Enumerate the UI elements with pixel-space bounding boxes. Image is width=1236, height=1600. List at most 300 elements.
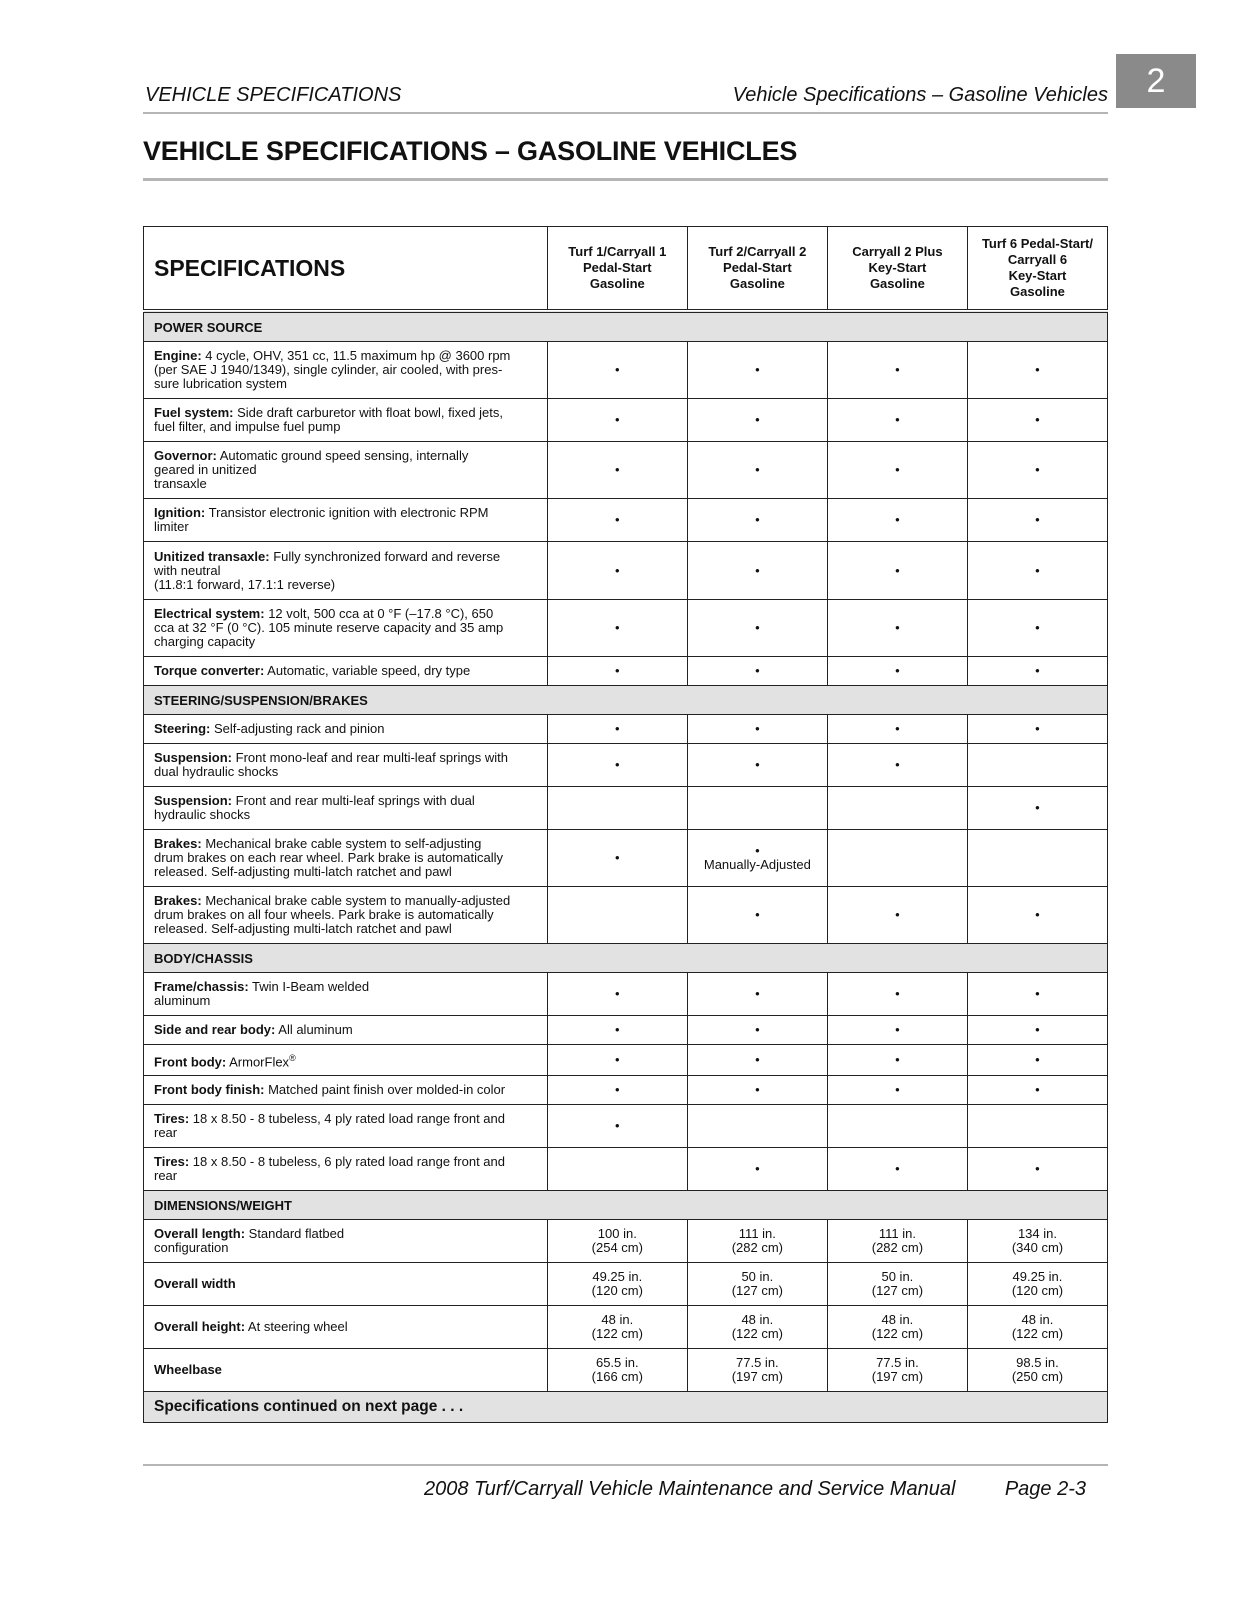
spec-value-cell [827,1105,967,1148]
bullet-mark: • [615,986,620,1001]
spec-value-cell [827,657,967,686]
spec-value-cell [827,542,967,600]
spec-description [144,715,548,744]
spec-value-cell [967,442,1107,499]
spec-label: Side and rear body: [154,1022,276,1037]
spec-value-cell [827,887,967,944]
spec-value-cell [967,1016,1107,1045]
bullet-mark: • [895,907,900,922]
column-header-line: Carryall 2 Plus [852,244,943,259]
spec-label: Governor: [154,448,217,463]
spec-value-cell [827,600,967,657]
spec-label: Engine: [154,348,202,363]
column-header-line: Gasoline [589,276,645,291]
spec-value-cell [547,715,687,744]
table-row [144,830,1108,887]
running-header-right: Vehicle Specifications – Gasoline Vehicles [732,84,1108,106]
bullet-mark: • [895,757,900,772]
spec-value-cell [967,1105,1107,1148]
spec-value: 48 in. [1021,1312,1054,1327]
bullet-mark: • [1035,620,1040,635]
spec-value-cell [687,1076,827,1105]
spec-text: 18 x 8.50 - 8 tubeless, 4 ply rated load range front and [189,1111,505,1126]
bullet-mark: • [1035,1052,1040,1067]
spec-value: (197 cm) [731,1369,783,1384]
spec-text: Standard flatbed [245,1226,345,1241]
spec-value-cell [547,442,687,499]
spec-value-cell [967,830,1107,887]
spec-value: (122 cm) [1011,1326,1064,1341]
bullet-mark: • [615,1118,620,1133]
table-row [144,542,1108,600]
bullet-mark: • [895,412,900,427]
bullet-mark: • [755,462,760,477]
spec-value-cell [547,830,687,887]
spec-description [144,887,548,944]
spec-value-cell [827,1349,967,1392]
spec-value: (197 cm) [871,1369,924,1384]
spec-value-cell [547,542,687,600]
spec-text: aluminum [154,993,211,1008]
page-title: VEHICLE SPECIFICATIONS – GASOLINE VEHICLES [143,136,798,166]
spec-value: (250 cm) [1011,1369,1064,1384]
column-header-line: Key-Start [868,260,927,275]
bullet-mark: • [1035,907,1040,922]
section-header-row [144,1191,1108,1220]
spec-value-cell [547,399,687,442]
spec-label: Unitized transaxle: [154,548,270,564]
spec-description [144,830,548,887]
bullet-mark: • [1035,562,1040,578]
spec-value: 77.5 in. [736,1355,779,1370]
bullet-mark: • [615,1052,620,1067]
spec-text: rear [154,1125,178,1140]
spec-value: 50 in. [881,1269,914,1284]
spec-text: 12 volt, 500 cca at 0 °F (–17.8 °C), 650 [264,606,494,621]
bullet-mark: • [895,462,900,477]
spec-label: Wheelbase [154,1362,222,1377]
continued-row [144,1392,1108,1423]
spec-value: (166 cm) [591,1369,643,1384]
spec-value-cell [687,399,827,442]
spec-text: Automatic, variable speed, dry type [264,663,471,678]
spec-label: Suspension: [154,750,233,765]
bullet-mark: • [755,663,760,678]
spec-label: Brakes: [154,893,202,908]
spec-text: Self-adjusting rack and pinion [210,721,385,736]
spec-label: Steering: [154,721,211,736]
spec-description [144,657,548,686]
bullet-mark: • [615,1022,620,1037]
section-header-row [144,944,1108,973]
spec-text: Transistor electronic ignition with electronic RPM [205,505,489,520]
column-header [967,227,1107,312]
spec-description [144,1105,548,1148]
spec-label: Torque converter: [154,663,265,678]
bullet-mark: • [1035,412,1040,427]
spec-text: (11.8:1 forward, 17.1:1 reverse) [154,576,336,592]
spec-value-cell [547,1306,687,1349]
spec-value-cell [967,1263,1107,1306]
spec-text: (per SAE J 1940/1349), single cylinder, air cooled, with pres- [154,362,503,377]
spec-label: Front body finish: [154,1082,265,1097]
spec-value: 134 in. [1017,1226,1057,1241]
spec-value: 111 in. [878,1226,916,1241]
spec-value-cell [967,399,1107,442]
spec-description [144,1148,548,1191]
spec-value-cell [687,442,827,499]
spec-value: (120 cm) [1011,1283,1064,1298]
spec-value-cell [687,1148,827,1191]
spec-value-cell [687,542,827,600]
spec-value: (282 cm) [731,1240,783,1255]
spec-label: Overall length: [154,1226,246,1241]
bullet-mark: • [755,512,760,527]
spec-value: 48 in. [881,1312,914,1327]
footer-page-number: Page 2-3 [1004,1478,1086,1500]
table-row [144,1349,1108,1392]
bullet-mark: • [895,986,900,1001]
spec-value-cell [687,499,827,542]
section-header: POWER SOURCE [144,311,1108,342]
chapter-tab: 2 [1116,54,1196,108]
spec-label: Frame/chassis: [154,979,249,994]
spec-value: 48 in. [741,1312,774,1327]
header-rule [143,112,1108,114]
spec-value-cell [547,1220,687,1263]
spec-value-cell [687,1045,827,1076]
bullet-mark: • [895,1161,900,1176]
spec-value: (340 cm) [1011,1240,1064,1255]
bullet-mark: • [755,721,760,736]
spec-text: dual hydraulic shocks [154,764,279,779]
column-header-line: Pedal-Start [582,260,652,275]
spec-value-cell [827,1306,967,1349]
spec-text: hydraulic shocks [154,807,251,822]
spec-value-cell [967,600,1107,657]
spec-label: Ignition: [154,505,206,520]
spec-value-cell [827,1148,967,1191]
column-header-line: Key-Start [1008,268,1067,283]
spec-value-cell [687,744,827,787]
spec-text: geared in unitized [154,462,257,477]
spec-text: transaxle [154,476,207,491]
spec-value-cell [547,600,687,657]
spec-value-cell [827,1076,967,1105]
bullet-mark: • [615,850,620,865]
spec-value-cell [967,887,1107,944]
spec-text: with neutral [154,562,221,578]
spec-text: cca at 32 °F (0 °C). 105 minute reserve capacity and 35 amp [154,620,504,635]
bullet-mark: • [1035,1161,1040,1176]
bullet-mark: • [1035,800,1040,815]
spec-description [144,1220,548,1263]
bullet-mark: • [1035,986,1040,1001]
spec-text: 18 x 8.50 - 8 tubeless, 6 ply rated load range front and [189,1154,505,1169]
spec-text: drum brakes on all four wheels. Park brake is automatically [154,907,494,922]
spec-label: Overall width [154,1276,236,1291]
spec-description [144,744,548,787]
bullet-mark: • [615,1082,620,1097]
bullet-mark: • [1035,512,1040,527]
spec-value-cell [687,657,827,686]
spec-description [144,399,548,442]
table-row [144,1045,1108,1076]
section-header: DIMENSIONS/WEIGHT [144,1191,1108,1220]
spec-value-cell [967,1306,1107,1349]
bullet-mark: • [895,721,900,736]
spec-description [144,787,548,830]
spec-value-cell [967,342,1107,399]
column-header-line: Turf 2/Carryall 2 [708,244,807,259]
bullet-mark: • [755,843,760,858]
bullet-mark: • [895,1052,900,1067]
spec-value-cell [967,1148,1107,1191]
spec-value-cell [547,342,687,399]
bullet-mark: • [895,663,900,678]
spec-value: 48 in. [601,1312,634,1327]
column-header [547,227,687,312]
spec-value-cell [967,787,1107,830]
spec-value-cell [687,830,827,887]
spec-value-cell [547,1148,687,1191]
spec-text: configuration [154,1240,229,1255]
table-row [144,657,1108,686]
spec-label: Suspension: [154,793,233,808]
spec-value-cell [827,1045,967,1076]
section-header: STEERING/SUSPENSION/BRAKES [144,686,1108,715]
spec-description [144,1349,548,1392]
table-row [144,1076,1108,1105]
spec-value-cell [827,499,967,542]
spec-description [144,973,548,1016]
spec-value: (122 cm) [871,1326,924,1341]
spec-value: 100 in. [597,1226,637,1241]
bullet-mark: • [1035,663,1040,678]
spec-value: Manually-Adjusted [703,857,811,872]
spec-text: ArmorFlex [226,1054,290,1070]
table-row [144,1148,1108,1191]
bullet-mark: • [895,362,900,377]
bullet-mark: • [1035,1022,1040,1037]
spec-description [144,1306,548,1349]
table-row [144,1016,1108,1045]
registered-mark: ® [289,1052,296,1063]
bullet-mark: • [1035,362,1040,377]
continued-note: Specifications continued on next page . . . [144,1392,1108,1423]
table-row [144,744,1108,787]
spec-value-cell [967,1045,1107,1076]
spec-text: limiter [154,519,189,534]
table-row [144,1263,1108,1306]
spec-value-cell [827,442,967,499]
spec-text: Side draft carburetor with float bowl, fixed jets, [233,405,503,420]
footer-manual-title: 2008 Turf/Carryall Vehicle Maintenance and Service Manual [424,1478,956,1500]
bullet-mark: • [755,362,760,377]
spec-value-cell [687,973,827,1016]
spec-value-cell [967,657,1107,686]
spec-value-cell [547,499,687,542]
spec-description [144,1263,548,1306]
bullet-mark: • [895,1022,900,1037]
bullet-mark: • [755,986,760,1001]
spec-text: drum brakes on each rear wheel. Park brake is automatically [154,850,503,865]
spec-text: charging capacity [154,634,256,649]
spec-text: Mechanical brake cable system to manually-adjusted [201,893,511,908]
section-header: BODY/CHASSIS [144,944,1108,973]
spec-value: 98.5 in. [1016,1355,1059,1370]
spec-label: Front body: [154,1054,227,1070]
specifications-header: SPECIFICATIONS [144,227,548,312]
bullet-mark: • [615,462,620,477]
spec-value-cell [547,1076,687,1105]
table-row [144,787,1108,830]
column-header-line: Gasoline [869,276,925,291]
bullet-mark: • [755,1082,760,1097]
bullet-mark: • [755,562,760,578]
bullet-mark: • [755,412,760,427]
spec-value-cell [687,1220,827,1263]
table-row [144,715,1108,744]
footer-rule [143,1464,1108,1466]
spec-text: Fully synchronized forward and reverse [269,548,501,564]
spec-value-cell [687,1105,827,1148]
spec-value: (127 cm) [731,1283,783,1298]
bullet-mark: • [755,1161,760,1176]
bullet-mark: • [755,1022,760,1037]
spec-label: Overall height: [154,1319,246,1334]
spec-value-cell [827,1263,967,1306]
table-body [144,311,1108,1423]
spec-description [144,1016,548,1045]
spec-value-cell [967,973,1107,1016]
spec-value-cell [687,600,827,657]
spec-value-cell [827,715,967,744]
column-header-line: Turf 6 Pedal-Start/ [981,236,1093,251]
spec-text: rear [154,1168,178,1183]
spec-value-cell [547,787,687,830]
spec-value-cell [827,744,967,787]
column-header-line: Gasoline [1010,284,1065,299]
spec-value-cell [687,787,827,830]
spec-value-cell [687,1349,827,1392]
spec-text: Mechanical brake cable system to self-adjusting [201,836,482,851]
bullet-mark: • [755,620,760,635]
spec-value-cell [547,744,687,787]
spec-value-cell [547,1045,687,1076]
spec-text: Automatic ground speed sensing, internally [216,448,469,463]
spec-value-cell [687,887,827,944]
bullet-mark: • [895,1082,900,1097]
spec-value-cell [687,1016,827,1045]
table-row [144,600,1108,657]
spec-description [144,1045,548,1076]
spec-label: Tires: [154,1111,190,1126]
spec-text: All aluminum [275,1022,353,1037]
bullet-mark: • [755,907,760,922]
spec-value-cell [827,830,967,887]
spec-value-cell [547,1016,687,1045]
spec-text: sure lubrication system [154,376,287,391]
spec-value: 50 in. [741,1269,774,1284]
spec-value: 49.25 in. [592,1269,643,1284]
bullet-mark: • [1035,721,1040,736]
spec-text: At steering wheel [245,1319,348,1334]
bullet-mark: • [615,757,620,772]
spec-value-cell [827,1016,967,1045]
column-header-line: Pedal-Start [723,260,792,275]
bullet-mark: • [1035,1082,1040,1097]
bullet-mark: • [755,757,760,772]
spec-value: 77.5 in. [876,1355,919,1370]
spec-value: (122 cm) [731,1326,783,1341]
spec-description [144,542,548,600]
bullet-mark: • [615,620,620,635]
spec-value-cell [967,715,1107,744]
spec-text: released. Self-adjusting multi-latch ratchet and pawl [154,921,452,936]
spec-value-cell [827,342,967,399]
spec-text: Matched paint finish over molded-in color [264,1082,506,1097]
spec-value-cell [687,342,827,399]
spec-value-cell [827,1220,967,1263]
bullet-mark: • [615,362,620,377]
spec-value: (120 cm) [591,1283,643,1298]
table-row [144,973,1108,1016]
spec-value-cell [687,1263,827,1306]
table-row [144,1306,1108,1349]
bullet-mark: • [615,663,620,678]
spec-text: released. Self-adjusting multi-latch ratchet and pawl [154,864,452,879]
bullet-mark: • [895,620,900,635]
spec-value-cell [967,1220,1107,1263]
bullet-mark: • [615,512,620,527]
section-header-row [144,311,1108,342]
bullet-mark: • [755,1052,760,1067]
column-header-line: Gasoline [729,276,785,291]
spec-label: Electrical system: [154,606,265,621]
table-row [144,342,1108,399]
spec-value-cell [967,542,1107,600]
spec-value-cell [547,657,687,686]
spec-value-cell [967,1076,1107,1105]
table-row [144,442,1108,499]
table-row [144,887,1108,944]
spec-text: Twin I-Beam welded [248,979,370,994]
bullet-mark: • [615,412,620,427]
bullet-mark: • [615,562,620,578]
table-row [144,1220,1108,1263]
spec-value-cell [827,787,967,830]
column-header-line: Carryall 6 [1007,252,1068,267]
table-row [144,399,1108,442]
spec-value: (122 cm) [591,1326,643,1341]
spec-value: 65.5 in. [595,1355,639,1370]
bullet-mark: • [1035,462,1040,477]
table-row [144,499,1108,542]
bullet-mark: • [895,562,900,578]
spec-value-cell [547,973,687,1016]
table-header-row [144,227,1108,312]
spec-description [144,442,548,499]
spec-value-cell [547,1105,687,1148]
spec-value-cell [687,715,827,744]
title-rule [143,178,1108,181]
specifications-table [143,226,1108,1423]
bullet-mark: • [895,512,900,527]
column-header [827,227,967,312]
spec-value-cell [687,1306,827,1349]
spec-value: (282 cm) [871,1240,924,1255]
